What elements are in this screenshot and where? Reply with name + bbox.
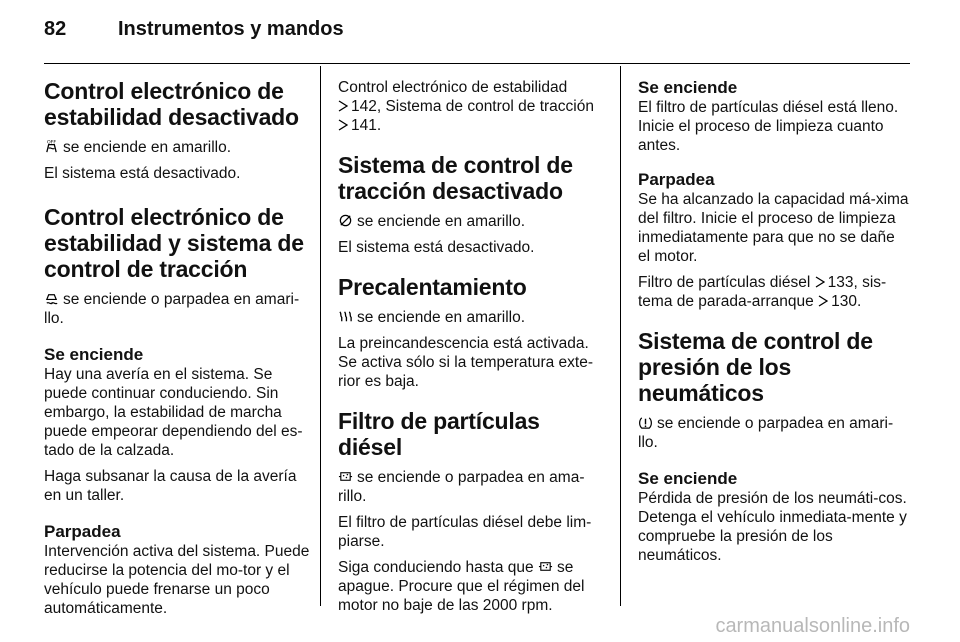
paragraph: 141. bbox=[338, 116, 608, 135]
paragraph: El sistema está desactivado. bbox=[44, 165, 241, 182]
paragraph: Hay una avería en el sistema. Se puede continuar conduciendo. Sin embargo, la estabilidad de marcha puede empeorar dependiendo del es-tado de la calzada. bbox=[44, 366, 303, 459]
dpf-icon bbox=[338, 469, 353, 484]
watermark: carmanualsonline.info bbox=[715, 615, 910, 637]
heading-esc-off: Control electrónico de estabilidad desactivado bbox=[44, 78, 299, 130]
paragraph: El filtro de partículas diésel está lleno. Inicie el proceso de limpieza cuanto antes. bbox=[638, 99, 899, 154]
paragraph: se enciende o parpadea en ama-rillo. bbox=[338, 469, 585, 505]
column-2 bbox=[338, 78, 608, 622]
skid-car-icon bbox=[44, 291, 59, 306]
heading-tc-off: Sistema de control de tracción desactivado bbox=[338, 152, 573, 204]
paragraph: El sistema está desactivado. bbox=[338, 239, 535, 256]
header-rule bbox=[44, 63, 910, 64]
paragraph: Filtro de partículas diésel 133, sis-tema de parada-arranque 130. bbox=[638, 274, 887, 310]
column-divider-2 bbox=[620, 66, 621, 606]
subheading-on: Se enciende bbox=[638, 469, 738, 488]
paragraph: Haga subsanar la causa de la avería en un taller. bbox=[44, 468, 297, 504]
traction-off-icon bbox=[338, 213, 353, 228]
paragraph: Pérdida de presión de los neumáti-cos. Detenga el vehículo inmediata-mente y compruebe la presión de los neumáticos. bbox=[638, 490, 907, 564]
column-3 bbox=[638, 78, 910, 572]
paragraph: El filtro de partículas diésel debe lim-piarse. bbox=[338, 514, 592, 550]
svg-text:OFF: OFF bbox=[46, 140, 57, 146]
paragraph: se enciende en amarillo. bbox=[338, 212, 608, 231]
paragraph: Intervención activa del sistema. Puede reducirse la potencia del mo-tor y el vehículo puede frenarse un poco automáticamente. bbox=[44, 543, 310, 617]
glow-plug-icon bbox=[338, 309, 353, 324]
heading-dpf: Filtro de partículas diésel bbox=[338, 408, 540, 460]
subheading-blink: Parpadea bbox=[44, 522, 121, 541]
column-divider-1 bbox=[320, 66, 321, 606]
dpf-icon bbox=[538, 559, 553, 574]
reference-arrow-icon bbox=[338, 119, 348, 131]
reference-arrow-icon bbox=[815, 276, 825, 288]
paragraph: 142, Sistema de control de tracción bbox=[338, 97, 608, 116]
column-1 bbox=[44, 78, 310, 625]
tire-pressure-icon bbox=[638, 415, 653, 430]
reference-arrow-icon bbox=[338, 100, 348, 112]
paragraph: se enciende o parpadea en amari-llo. bbox=[638, 415, 894, 451]
page-number: 82 bbox=[44, 18, 67, 40]
heading-esc-tc: Control electrónico de estabilidad y sistema de control de tracción bbox=[44, 204, 304, 282]
paragraph: se enciende en amarillo. bbox=[338, 308, 608, 327]
paragraph: Siga conduciendo hasta que se apague. Procure que el régimen del motor no baje de las 2000 rpm. bbox=[338, 559, 585, 614]
paragraph: Se ha alcanzado la capacidad má-xima del filtro. Inicie el proceso de limpieza inmediatamente para que no se dañe el motor. bbox=[638, 191, 909, 265]
section-title: Instrumentos y mandos bbox=[118, 18, 344, 40]
esc-off-icon bbox=[44, 139, 59, 154]
reference-arrow-icon bbox=[818, 295, 828, 307]
subheading-on: Se enciende bbox=[44, 345, 144, 364]
paragraph: La preincandescencia está activada. Se activa sólo si la temperatura exte-rior es baja. bbox=[338, 335, 594, 390]
subheading-on: Se enciende bbox=[638, 78, 738, 97]
paragraph: se enciende o parpadea en amari-llo. bbox=[44, 291, 300, 327]
paragraph: OFF se enciende en amarillo. bbox=[44, 138, 310, 157]
subheading-blink: Parpadea bbox=[638, 170, 715, 189]
paragraph: Control electrónico de estabilidad bbox=[338, 79, 568, 96]
heading-tpms: Sistema de control de presión de los neumáticos bbox=[638, 328, 873, 406]
heading-preheat: Precalentamiento bbox=[338, 274, 527, 300]
